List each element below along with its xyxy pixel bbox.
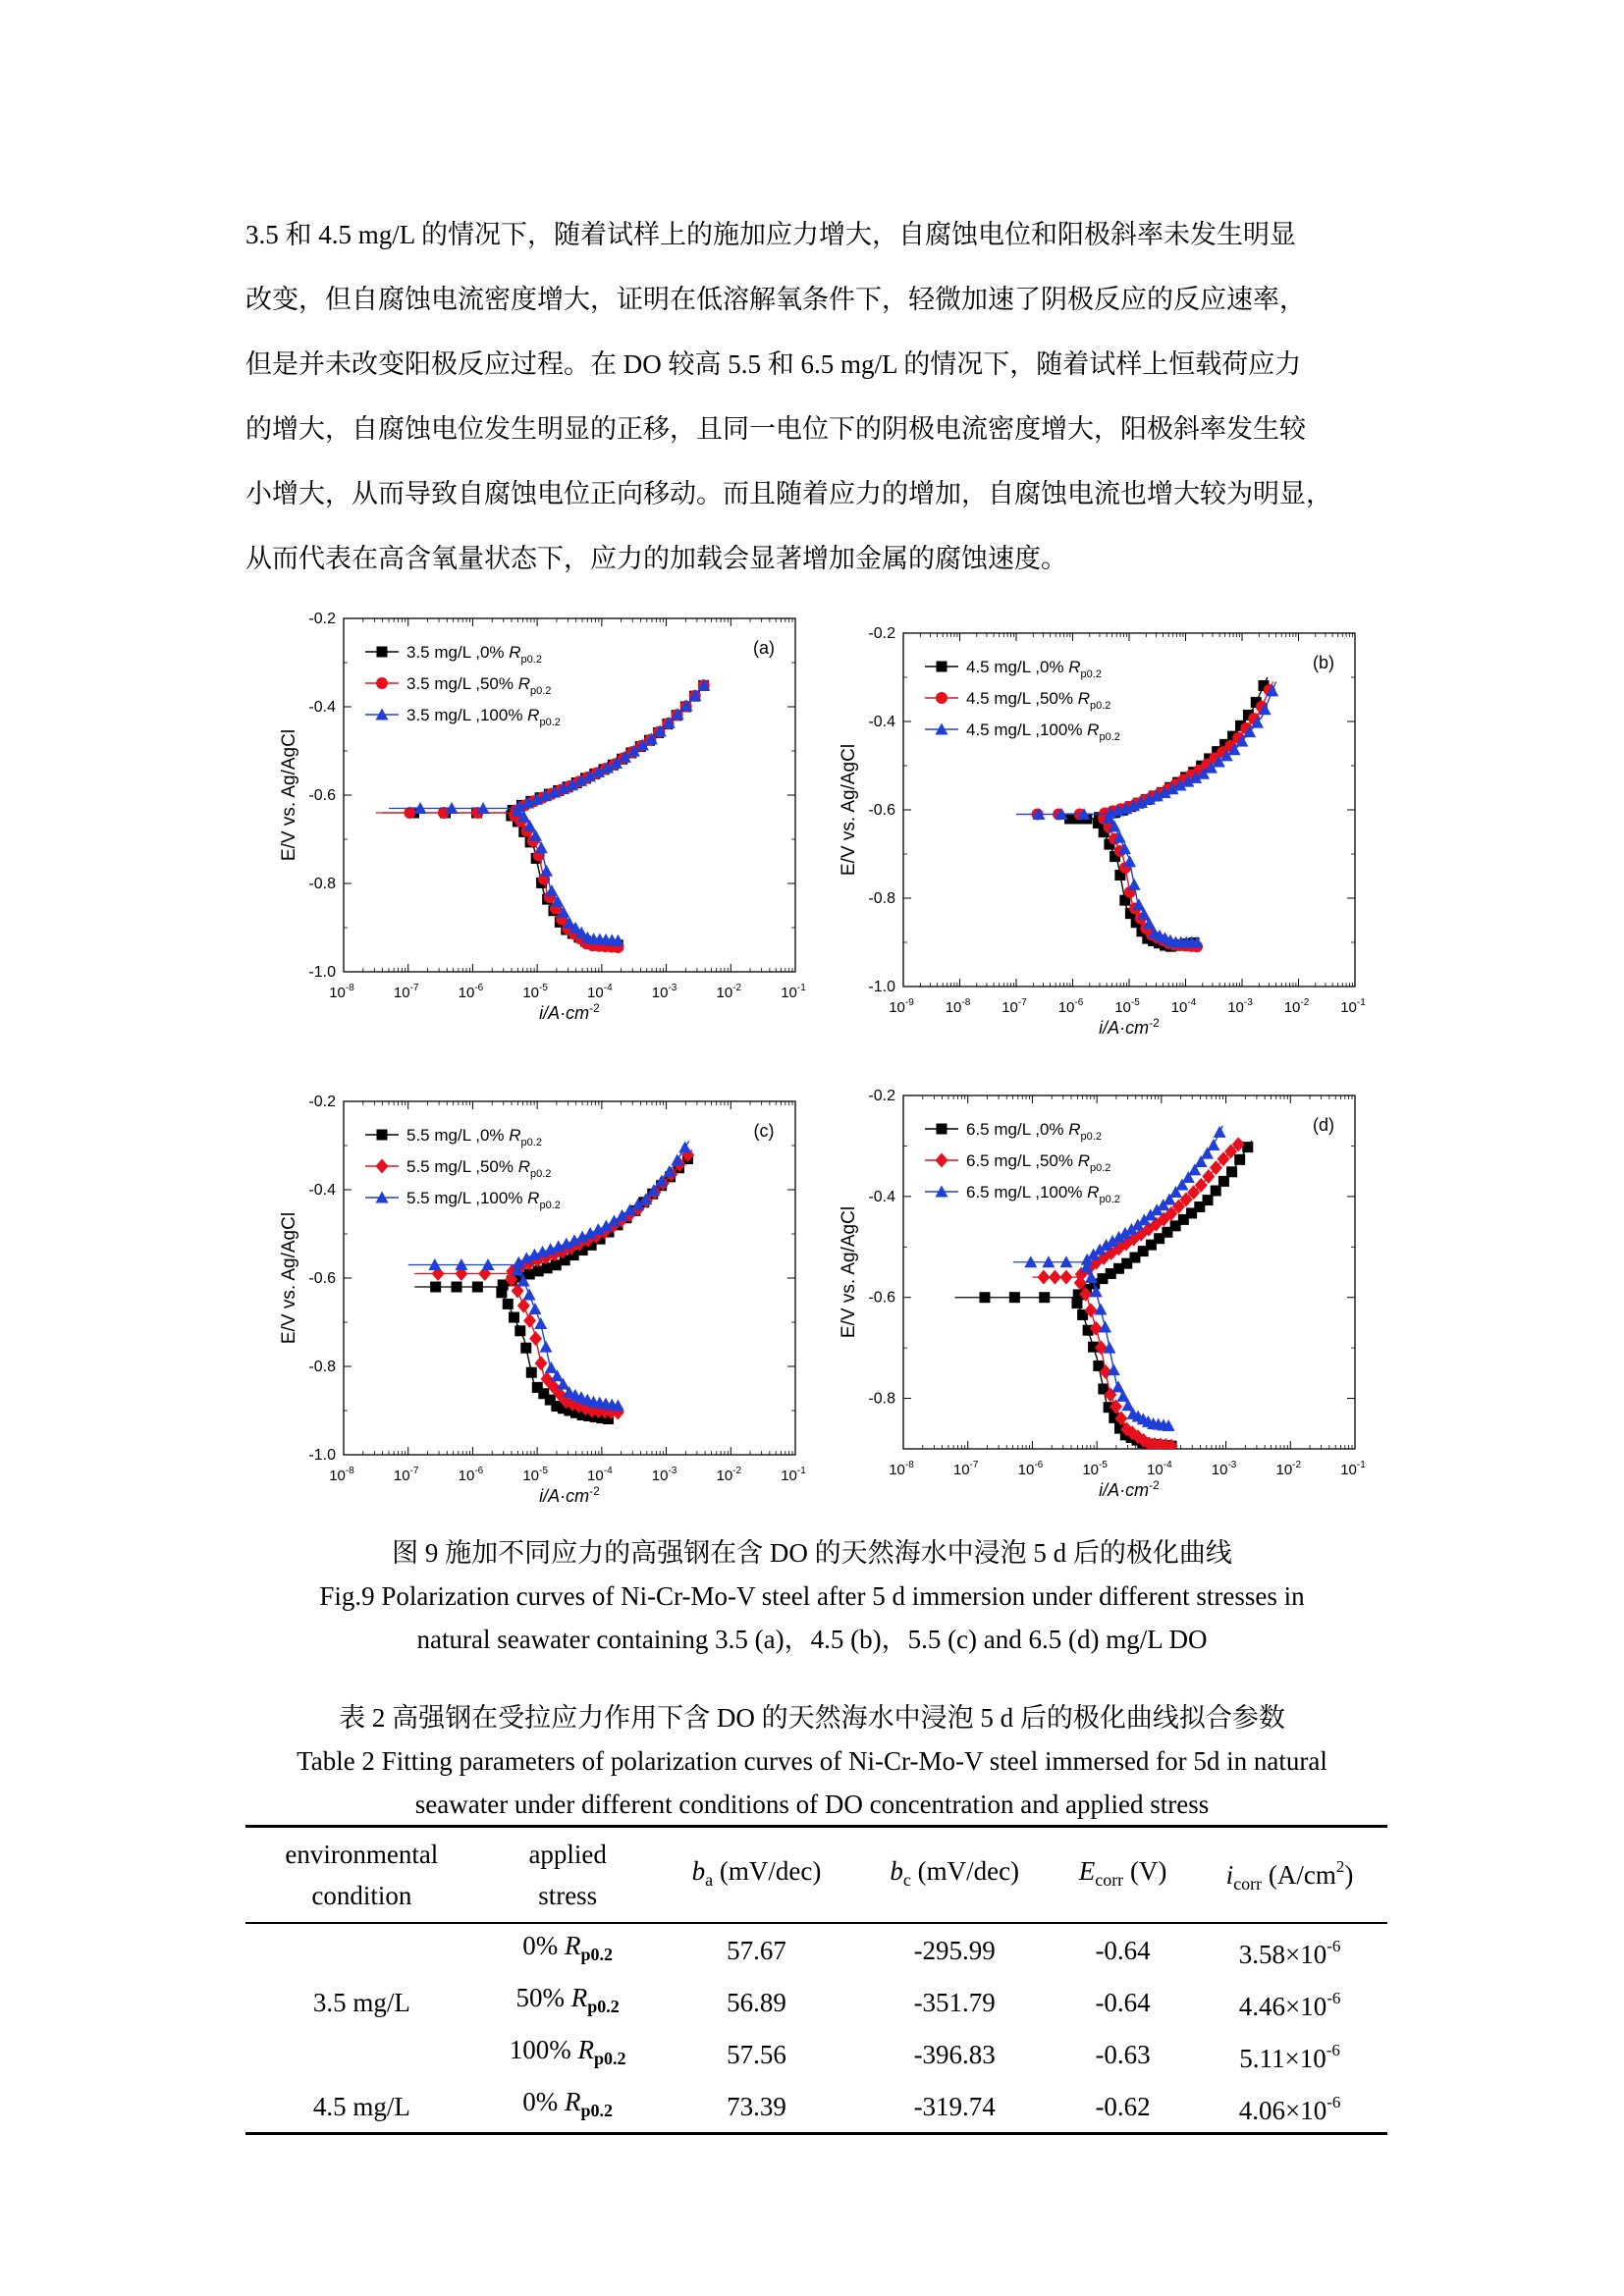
series-anodic-line — [1096, 677, 1268, 819]
series-anodic-line — [1107, 682, 1276, 815]
x-tick-label: $10^{-2}$ — [716, 1466, 742, 1484]
data-table — [245, 1825, 1387, 2135]
legend-subscript: p0.2 — [1080, 1131, 1102, 1143]
x-axis-label-sup: -2 — [1149, 1016, 1160, 1030]
y-tick-label: -1.0 — [308, 964, 336, 981]
x-tick-label: $10^{-3}$ — [1211, 1460, 1237, 1478]
cell-ba: 57.56 — [727, 2039, 786, 2069]
y-tick-label: -0.8 — [868, 890, 895, 907]
x-axis-label — [1099, 1016, 1160, 1038]
cell-stress — [478, 2028, 658, 2080]
x-tick-exponent: -7 — [1017, 997, 1027, 1008]
table-title-en-2: seawater under different conditions of DO concentration and applied stress — [414, 1789, 1210, 1819]
series-point — [430, 1282, 441, 1293]
legend-symbol: R — [1068, 1120, 1081, 1139]
y-tick-label: -0.4 — [868, 714, 895, 730]
y-tick-label: -0.8 — [308, 1359, 336, 1375]
y-tick-label: -0.6 — [868, 802, 895, 819]
y-tick-label: -0.2 — [868, 1088, 895, 1104]
legend-label — [966, 1183, 1120, 1205]
fitting-parameters-table — [245, 1825, 1387, 2135]
header-symbol: b — [691, 1855, 706, 1886]
legend-label — [966, 689, 1110, 712]
header-superscript: 2 — [1335, 1856, 1345, 1876]
series-point — [539, 1341, 552, 1353]
series-point — [1207, 1139, 1219, 1150]
y-tick-label: -0.2 — [868, 625, 895, 642]
x-axis-label-sup: -2 — [1149, 1478, 1160, 1492]
x-tick-label: $10^{-5}$ — [1082, 1460, 1108, 1478]
table-row — [245, 1976, 1387, 2028]
legend-marker — [936, 692, 947, 704]
x-tick-exponent: -8 — [345, 983, 354, 993]
plot-frame — [903, 1095, 1355, 1449]
y-tick-label: -0.2 — [308, 1094, 336, 1110]
stress-symbol: R — [570, 1983, 588, 2012]
x-tick-exponent: -3 — [668, 1466, 677, 1476]
panel-label: (d) — [1313, 1115, 1334, 1135]
x-tick-label: $10^{-4}$ — [1147, 1460, 1172, 1478]
cell-stress — [478, 2080, 658, 2134]
header-subscript: c — [902, 1869, 911, 1890]
series-point — [1214, 1126, 1226, 1138]
series-point — [496, 1287, 507, 1298]
legend-marker — [376, 1159, 389, 1174]
table-title-cn: 表 2 高强钢在受拉应力作用下含 DO 的天然海水中浸泡 5 d 后的极化曲线拟合参数 — [339, 1703, 1285, 1733]
series-point — [979, 1292, 990, 1303]
x-tick-label: $10^{-2}$ — [1275, 1460, 1302, 1478]
x-tick-label: $10^{-6}$ — [1057, 997, 1084, 1016]
table-row — [245, 2080, 1387, 2134]
x-axis-label — [539, 1001, 600, 1023]
legend-subscript: p0.2 — [530, 685, 552, 697]
legend-marker — [937, 662, 947, 672]
legend-subscript: p0.2 — [1099, 731, 1120, 743]
legend-symbol: R — [517, 674, 530, 693]
legend-symbol: R — [517, 1157, 530, 1176]
x-axis-label-main: i/A·cm — [1099, 1018, 1150, 1038]
polarization-chart-c — [255, 1082, 825, 1523]
cell-stress — [478, 1976, 658, 2028]
legend-symbol: R — [1087, 721, 1100, 739]
y-tick-label: -1.0 — [868, 979, 895, 995]
x-tick-exponent: -7 — [969, 1460, 979, 1470]
icorr-value: 4.06×10 — [1238, 2095, 1327, 2125]
body-paragraph — [245, 202, 1387, 591]
legend-subscript: p0.2 — [520, 654, 542, 666]
series-point — [1218, 1176, 1229, 1187]
cell-icorr — [1192, 1976, 1387, 2028]
header-text: environmental — [285, 1840, 439, 1869]
legend-marker — [937, 1124, 947, 1135]
x-tick-exponent: -1 — [796, 983, 806, 993]
table-header-row — [245, 1827, 1387, 1923]
legend-subscript: p0.2 — [539, 1200, 561, 1211]
x-tick-exponent: -1 — [796, 1466, 806, 1476]
x-tick-label: $10^{-7}$ — [393, 1466, 419, 1484]
x-tick-exponent: -8 — [345, 1466, 354, 1476]
header-symbol: i — [1225, 1859, 1234, 1890]
polarization-chart-a — [255, 599, 825, 1041]
legend-text: 3.5 mg/L ,100% — [406, 706, 528, 724]
cell-ecorr: -0.64 — [1095, 1935, 1151, 1965]
table-title-en-1: Table 2 Fitting parameters of polarization curves of Ni-Cr-Mo-V steel immersed for 5d in natural — [297, 1746, 1327, 1776]
table-row — [245, 2028, 1387, 2080]
x-tick-exponent: -2 — [732, 1466, 742, 1476]
x-tick-label: $10^{-4}$ — [587, 983, 613, 1001]
figure-caption-cn: 图 9 施加不同应力的高强钢在含 DO 的天然海水中浸泡 5 d 后的极化曲线 — [392, 1538, 1232, 1568]
x-tick-label: $10^{-3}$ — [651, 983, 677, 1001]
legend-symbol: R — [509, 1126, 521, 1145]
y-axis-label: E/V vs. Ag/AgCl — [839, 743, 859, 877]
cell-stress — [478, 1923, 658, 1976]
series-point — [1242, 1142, 1253, 1152]
legend-label — [966, 1120, 1102, 1143]
stress-symbol: R — [577, 2035, 595, 2064]
y-tick-label: -0.6 — [308, 1270, 336, 1287]
y-tick-label: -0.4 — [308, 699, 336, 716]
x-tick-exponent: -6 — [1074, 997, 1084, 1008]
y-tick-label: -1.0 — [308, 1447, 336, 1464]
legend-subscript: p0.2 — [520, 1137, 542, 1148]
stress-subscript: p0.2 — [580, 1945, 614, 1964]
x-tick-exponent: -5 — [1130, 997, 1140, 1008]
header-symbol: E — [1078, 1855, 1096, 1886]
x-tick-label: $10^{-1}$ — [1340, 997, 1366, 1016]
x-axis-label — [539, 1484, 600, 1506]
legend-symbol: R — [527, 706, 540, 724]
cell-bc: -351.79 — [913, 1987, 996, 2017]
series-point — [509, 1312, 519, 1323]
cell-bc: -396.83 — [913, 2039, 996, 2069]
series-point — [1009, 1292, 1020, 1303]
x-tick-exponent: -7 — [409, 1466, 419, 1476]
legend-subscript: p0.2 — [1099, 1194, 1120, 1205]
icorr-exponent: -6 — [1326, 1936, 1341, 1955]
series-point — [1059, 1270, 1072, 1285]
y-axis-label: E/V vs. Ag/AgCl — [279, 728, 299, 862]
x-tick-label: $10^{-8}$ — [329, 1466, 354, 1484]
legend-text: 6.5 mg/L ,50% — [966, 1151, 1078, 1170]
x-tick-label: $10^{-7}$ — [1001, 997, 1027, 1016]
icorr-exponent: -6 — [1326, 2040, 1340, 2059]
y-axis-label: E/V vs. Ag/AgCl — [279, 1211, 299, 1345]
legend-label — [406, 643, 542, 666]
x-tick-label: $10^{-1}$ — [781, 1466, 806, 1484]
x-tick-exponent: -5 — [539, 1466, 548, 1476]
x-tick-label: $10^{-4}$ — [1170, 997, 1197, 1016]
x-tick-label: $10^{-5}$ — [1114, 997, 1140, 1016]
paragraph-line: 3.5 和 4.5 mg/L 的情况下，随着试样上的施加应力增大，自腐蚀电位和阳极斜率未发生明显 — [245, 220, 1296, 249]
legend-label — [406, 1189, 561, 1211]
header-subscript: corr — [1233, 1873, 1263, 1894]
header-unit: (mV/dec) — [713, 1855, 822, 1886]
x-tick-label: $10^{-5}$ — [522, 1466, 548, 1484]
legend-symbol: R — [1068, 658, 1081, 676]
x-tick-label: $10^{-6}$ — [458, 983, 484, 1001]
y-tick-label: -0.4 — [868, 1188, 895, 1205]
header-unit: (A/cm — [1262, 1859, 1336, 1890]
stress-symbol: R — [565, 2087, 581, 2116]
legend-symbol: R — [1087, 1183, 1100, 1201]
x-tick-exponent: -4 — [1187, 997, 1197, 1008]
x-tick-label: $10^{-8}$ — [945, 997, 971, 1016]
x-tick-exponent: -1 — [1356, 1460, 1366, 1470]
table-row — [245, 1923, 1387, 1976]
icorr-exponent: -6 — [1326, 1988, 1341, 2007]
icorr-value: 3.58×10 — [1238, 1939, 1327, 1969]
chart-panel-b — [815, 614, 1384, 1060]
x-axis-label-main: i/A·cm — [539, 1486, 590, 1506]
icorr-value: 5.11×10 — [1239, 2043, 1326, 2073]
series-point — [678, 1141, 691, 1152]
header-subscript: corr — [1095, 1869, 1124, 1890]
paragraph-line: 改变，但自腐蚀电流密度增大，证明在低溶解氧条件下，轻微加速了阴极反应的反应速率， — [245, 285, 1306, 314]
icorr-value: 4.46×10 — [1238, 1991, 1327, 2021]
header-symbol: b — [890, 1855, 903, 1886]
series-point — [1111, 1380, 1124, 1392]
x-tick-label: $10^{-6}$ — [458, 1466, 484, 1484]
series-point — [523, 1288, 536, 1300]
x-axis-label-sup: -2 — [589, 1001, 600, 1015]
header-bc — [855, 1827, 1054, 1923]
figure-caption-en-2: natural seawater containing 3.5 (a)，4.5 (b)，5.5 (c) and 6.5 (d) mg/L DO — [416, 1625, 1208, 1654]
header-icorr — [1192, 1827, 1387, 1923]
cell-ecorr: -0.63 — [1095, 2039, 1151, 2069]
y-tick-label: -0.4 — [308, 1182, 336, 1199]
legend-subscript: p0.2 — [1090, 700, 1111, 712]
cell-env: 4.5 mg/L — [245, 2080, 478, 2134]
series-point — [526, 1367, 537, 1378]
x-tick-label: $10^{-7}$ — [393, 983, 419, 1001]
cell-ba: 56.89 — [727, 1987, 786, 2017]
cell-icorr — [1192, 1923, 1387, 1976]
legend-label — [406, 706, 561, 728]
header-environmental-condition — [245, 1827, 478, 1923]
legend-symbol: R — [509, 643, 521, 662]
series-point — [1203, 1195, 1214, 1205]
series-point — [528, 1303, 541, 1314]
series-point — [503, 1299, 514, 1309]
x-tick-label: $10^{-9}$ — [889, 997, 914, 1016]
x-tick-exponent: -7 — [409, 983, 419, 993]
x-tick-label: $10^{-3}$ — [651, 1466, 677, 1484]
legend-subscript: p0.2 — [530, 1168, 552, 1180]
x-tick-exponent: -9 — [904, 997, 914, 1008]
cell-ecorr: -0.64 — [1095, 1987, 1151, 2017]
legend-text: 5.5 mg/L ,0% — [406, 1126, 510, 1145]
x-axis-label — [1099, 1478, 1160, 1500]
header-applied-stress — [478, 1827, 658, 1923]
series-point — [452, 1282, 462, 1293]
legend-marker — [377, 647, 388, 658]
series-point — [517, 1299, 530, 1313]
x-tick-exponent: -1 — [1356, 997, 1366, 1008]
legend-label — [966, 1151, 1110, 1174]
paragraph-line: 的增大，自腐蚀电位发生明显的正移，且同一电位下的阴极电流密度增大，阳极斜率发生较 — [245, 414, 1306, 444]
series-point — [1039, 1292, 1050, 1303]
stress-subscript: p0.2 — [587, 1997, 620, 2016]
stress-pct: 100% — [509, 2035, 578, 2064]
paragraph-line: 从而代表在高含氧量状态下，应力的加载会显著增加金属的腐蚀速度。 — [245, 544, 1067, 573]
stress-symbol: R — [565, 1931, 581, 1960]
series-point — [514, 1325, 525, 1336]
cell-icorr — [1192, 2080, 1387, 2134]
x-tick-exponent: -4 — [603, 1466, 613, 1476]
figure-caption-en-1: Fig.9 Polarization curves of Ni-Cr-Mo-V steel after 5 d immersion under different stresses in — [319, 1581, 1305, 1611]
cell-env — [245, 1923, 478, 1976]
x-tick-label: $10^{-2}$ — [716, 983, 742, 1001]
x-tick-label: $10^{-5}$ — [522, 983, 548, 1001]
x-tick-label: $10^{-4}$ — [587, 1466, 613, 1484]
x-tick-exponent: -3 — [1227, 1460, 1237, 1470]
y-tick-label: -0.8 — [308, 876, 336, 892]
legend-subscript: p0.2 — [539, 717, 561, 728]
cell-bc: -295.99 — [913, 1935, 996, 1965]
stress-pct: 50% — [515, 1983, 571, 2012]
x-tick-exponent: -6 — [474, 983, 484, 993]
series-point — [1123, 855, 1136, 867]
x-tick-exponent: -2 — [1292, 1460, 1302, 1470]
legend-marker — [936, 1153, 948, 1168]
x-tick-exponent: -4 — [1163, 1460, 1172, 1470]
x-tick-exponent: -6 — [1034, 1460, 1044, 1470]
legend-label — [966, 721, 1120, 743]
cell-ba: 73.39 — [658, 2080, 856, 2134]
legend-text: 4.5 mg/L ,100% — [966, 721, 1088, 739]
legend-label — [406, 674, 551, 697]
series-point — [534, 1317, 547, 1329]
panel-label: (a) — [753, 638, 775, 658]
header-subscript: a — [705, 1869, 714, 1890]
header-unit: (V) — [1123, 1855, 1167, 1886]
x-tick-exponent: -4 — [603, 983, 613, 993]
series-point — [1049, 1270, 1061, 1285]
paragraph-line: 小增大，从而导致自腐蚀电位正向移动。而且随着应力的增加，自腐蚀电流也增大较为明显， — [245, 479, 1332, 508]
legend-text: 4.5 mg/L ,0% — [966, 658, 1069, 676]
cell-env — [245, 2028, 478, 2080]
series-triangle — [408, 1141, 691, 1411]
legend-symbol: R — [1077, 1151, 1090, 1170]
cell-ecorr: -0.62 — [1054, 2080, 1192, 2134]
legend-label — [966, 658, 1102, 680]
header-unit: ) — [1344, 1859, 1354, 1890]
series-anodic-line — [514, 680, 708, 809]
legend-subscript: p0.2 — [1080, 668, 1102, 680]
series-anodic-line — [1101, 682, 1272, 815]
x-tick-label: $10^{-7}$ — [952, 1460, 979, 1478]
x-axis-label-main: i/A·cm — [1099, 1480, 1150, 1500]
stress-pct: 0% — [522, 1931, 566, 1960]
series-point — [1094, 1303, 1107, 1314]
legend-marker — [377, 1130, 388, 1141]
y-tick-label: -0.6 — [868, 1289, 895, 1307]
x-axis-label-sup: -2 — [589, 1484, 600, 1498]
x-tick-exponent: -5 — [1099, 1460, 1108, 1470]
x-tick-exponent: -6 — [474, 1466, 484, 1476]
x-tick-label: $10^{-1}$ — [1340, 1460, 1366, 1478]
series-point — [1037, 1270, 1050, 1285]
header-ba — [658, 1827, 856, 1923]
x-tick-exponent: -8 — [904, 1460, 914, 1470]
x-tick-exponent: -3 — [1243, 997, 1253, 1008]
y-tick-label: -0.2 — [308, 611, 336, 627]
cell-ba: 57.67 — [727, 1935, 786, 1965]
header-ecorr — [1054, 1827, 1192, 1923]
y-axis-label: E/V vs. Ag/AgCl — [839, 1205, 859, 1339]
header-text: applied — [528, 1840, 607, 1869]
paragraph-line: 但是并未改变阳极反应过程。在 DO 较高 5.5 和 6.5 mg/L 的情况下，随着试样上恒载荷应力 — [245, 349, 1302, 379]
legend-text: 5.5 mg/L ,50% — [406, 1157, 518, 1176]
x-tick-label: $10^{-2}$ — [1283, 997, 1310, 1016]
polarization-chart-d — [815, 1076, 1384, 1518]
series-point — [545, 884, 558, 896]
x-tick-exponent: -2 — [732, 983, 742, 993]
x-tick-exponent: -8 — [961, 997, 971, 1008]
header-text: stress — [538, 1881, 598, 1910]
x-tick-exponent: -5 — [539, 983, 548, 993]
legend-text: 5.5 mg/L ,100% — [406, 1189, 528, 1207]
x-tick-label: $10^{-8}$ — [889, 1460, 914, 1478]
chart-panel-c — [255, 1082, 825, 1528]
legend-text: 4.5 mg/L ,50% — [966, 689, 1078, 708]
chart-panel-a — [255, 599, 825, 1045]
stress-subscript: p0.2 — [580, 2101, 614, 2120]
panel-label: (b) — [1313, 653, 1334, 672]
x-tick-label: $10^{-1}$ — [781, 983, 806, 1001]
x-tick-label: $10^{-6}$ — [1017, 1460, 1044, 1478]
legend-text: 3.5 mg/L ,0% — [406, 643, 510, 662]
series-cathodic-line — [514, 1265, 622, 1407]
legend-symbol: R — [1077, 689, 1090, 708]
y-tick-label: -0.8 — [868, 1390, 895, 1408]
x-tick-label: $10^{-8}$ — [329, 983, 354, 1001]
series-point — [472, 1282, 483, 1293]
legend-subscript: p0.2 — [1090, 1162, 1111, 1174]
polarization-chart-b — [815, 614, 1384, 1055]
cell-env: 3.5 mg/L — [312, 1987, 410, 2017]
x-tick-exponent: -2 — [1300, 997, 1310, 1008]
series-point — [1211, 1186, 1221, 1197]
x-tick-exponent: -3 — [668, 983, 677, 993]
legend-text: 3.5 mg/L ,50% — [406, 674, 518, 693]
chart-panel-d — [815, 1076, 1384, 1522]
panel-label: (c) — [753, 1121, 775, 1141]
legend-text: 6.5 mg/L ,0% — [966, 1120, 1069, 1139]
y-tick-label: -0.6 — [308, 787, 336, 804]
header-text: condition — [311, 1881, 412, 1910]
icorr-exponent: -6 — [1326, 2092, 1341, 2111]
legend-label — [406, 1126, 542, 1148]
header-unit: (mV/dec) — [910, 1855, 1020, 1886]
x-axis-label-main: i/A·cm — [539, 1003, 590, 1023]
series-point — [1128, 879, 1141, 890]
x-tick-label: $10^{-3}$ — [1227, 997, 1253, 1016]
legend-text: 6.5 mg/L ,100% — [966, 1183, 1088, 1201]
stress-pct: 0% — [522, 2087, 566, 2116]
cell-bc: -319.74 — [855, 2080, 1054, 2134]
series-point — [1071, 1298, 1082, 1308]
stress-subscript: p0.2 — [594, 2049, 626, 2068]
legend-label — [406, 1157, 551, 1180]
series-point — [1226, 1166, 1237, 1177]
legend-marker — [376, 677, 388, 689]
cell-icorr — [1192, 2028, 1387, 2080]
legend-symbol: R — [527, 1189, 540, 1207]
series-point — [1234, 1154, 1245, 1165]
series-point — [520, 1343, 531, 1354]
